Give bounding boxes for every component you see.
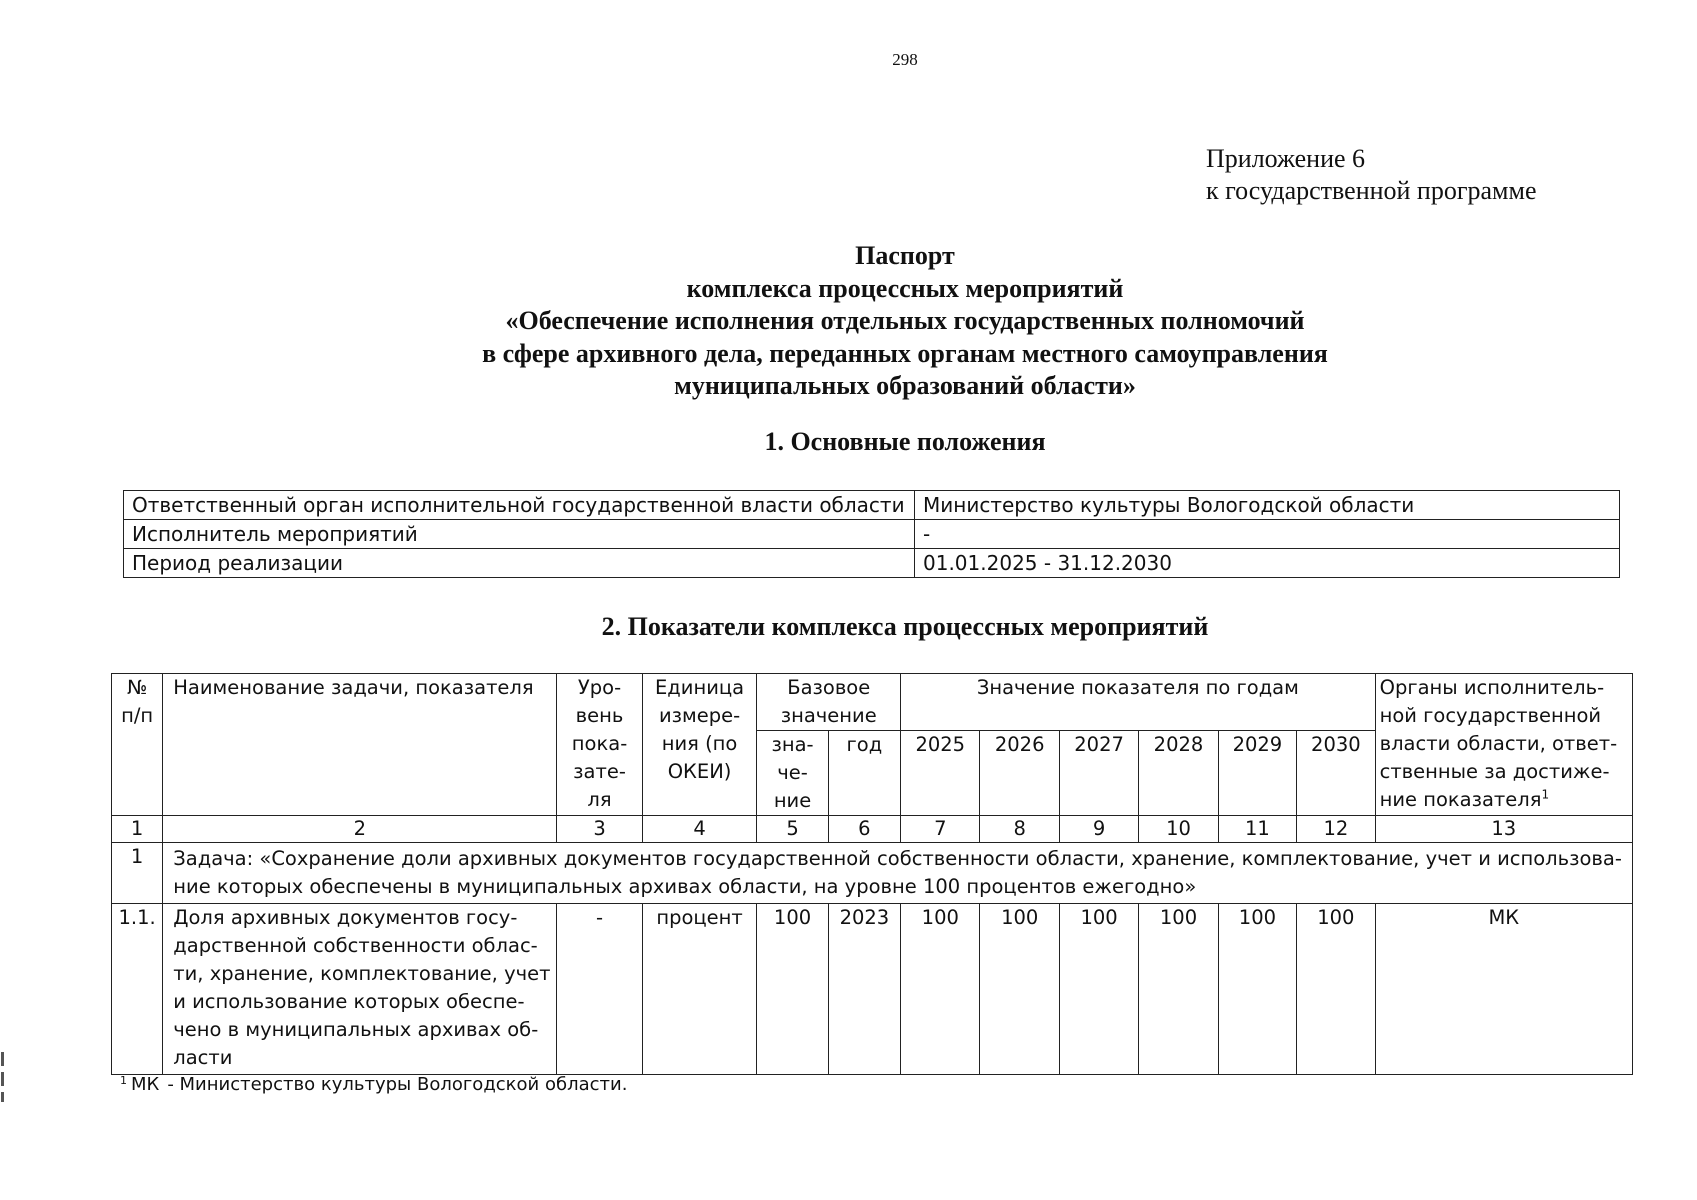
title-line-1: Паспорт	[855, 241, 955, 270]
header-name: Наименование задачи, показателя	[163, 674, 557, 816]
header-year-2026: 2026	[980, 731, 1059, 816]
appendix-note	[1206, 143, 1537, 207]
scan-edge-mark	[1, 1072, 4, 1086]
header-year-2030: 2030	[1297, 731, 1375, 816]
page-number: 298	[892, 50, 918, 69]
provision-label: Ответственный орган исполнительной государственной власти области	[124, 491, 915, 520]
provision-value: 01.01.2025 - 31.12.2030	[915, 549, 1620, 578]
indicator-base-value: 100	[757, 904, 828, 1075]
column-number: 12	[1297, 816, 1375, 843]
header-responsible-text: Органы исполнитель-ной государственной власти области, ответ-ственные за достиже-ние показателя	[1379, 676, 1618, 811]
indicator-responsible: МК	[1375, 904, 1632, 1075]
scan-edge-mark	[1, 1092, 4, 1102]
table-row	[124, 491, 1620, 520]
column-number: 1	[112, 816, 163, 843]
indicator-value-2029: 100	[1218, 904, 1296, 1075]
indicator-value-2030: 100	[1297, 904, 1375, 1075]
header-row	[112, 674, 1633, 731]
section-2-title: 2. Показатели комплекса процессных мероприятий	[601, 612, 1209, 641]
header-base-value: зна-че-ние	[757, 731, 828, 816]
header-base: Базовое значение	[757, 674, 901, 731]
header-year-2025: 2025	[901, 731, 980, 816]
indicator-name: Доля архивных документов госу-дарственной собственности облас-ти, хранение, комплектование, учет и использование которых обеспе-чено в муниципальных архивах об-ласти	[163, 904, 557, 1075]
header-year-2029: 2029	[1218, 731, 1296, 816]
column-number: 6	[828, 816, 900, 843]
column-number: 5	[757, 816, 828, 843]
column-number: 2	[163, 816, 557, 843]
footnote-text: - Министерство культуры Вологодской области.	[167, 1074, 628, 1095]
indicator-value-2028: 100	[1139, 904, 1218, 1075]
indicator-unit: процент	[642, 904, 757, 1075]
provision-label: Исполнитель мероприятий	[124, 520, 915, 549]
indicator-value-2027: 100	[1059, 904, 1138, 1075]
header-level: Уро-вень пока-зате-ля	[557, 674, 642, 816]
provision-value: Министерство культуры Вологодской области	[915, 491, 1620, 520]
column-number: 9	[1059, 816, 1138, 843]
task-row	[112, 843, 1633, 904]
header-num: № п/п	[112, 674, 163, 816]
indicators-table	[111, 673, 1633, 1075]
title-line-4: в сфере архивного дела, переданных органам местного самоуправления	[482, 338, 1328, 368]
main-provisions-table	[123, 490, 1620, 578]
header-responsible	[1375, 674, 1632, 816]
indicator-num: 1.1.	[112, 904, 163, 1075]
column-number: 13	[1375, 816, 1632, 843]
task-num: 1	[112, 843, 163, 904]
title-line-3: «Обеспечение исполнения отдельных государственных полномочий	[505, 306, 1305, 335]
indicator-value-2026: 100	[980, 904, 1059, 1075]
footnote	[120, 1074, 627, 1095]
column-number: 4	[642, 816, 757, 843]
column-number: 3	[557, 816, 642, 843]
title-line-2: комплекса процессных мероприятий	[686, 273, 1124, 303]
indicator-row	[112, 904, 1633, 1075]
appendix-line-1: Приложение 6	[1206, 144, 1366, 173]
header-base-year: год	[828, 731, 900, 816]
appendix-line-2: к государственной программе	[1206, 176, 1537, 205]
provision-value: -	[915, 520, 1620, 549]
column-number: 8	[980, 816, 1059, 843]
provision-label: Период реализации	[124, 549, 915, 578]
column-number: 10	[1139, 816, 1218, 843]
indicator-base-year: 2023	[828, 904, 900, 1075]
document-title	[0, 240, 1697, 403]
header-year-2028: 2028	[1139, 731, 1218, 816]
indicator-value-2025: 100	[901, 904, 980, 1075]
column-number: 7	[901, 816, 980, 843]
header-year-2027: 2027	[1059, 731, 1138, 816]
table-row	[124, 549, 1620, 578]
header-by-years: Значение показателя по годам	[901, 674, 1376, 731]
header-unit: Единица измере-ния (по ОКЕИ)	[642, 674, 757, 816]
column-number: 11	[1218, 816, 1296, 843]
section-1-title: 1. Основные положения	[764, 427, 1046, 456]
footnote-ref: 1	[1541, 787, 1550, 802]
footnote-abbr: МК	[131, 1074, 160, 1095]
indicator-level: -	[557, 904, 642, 1075]
footnote-mark: 1	[120, 1074, 127, 1087]
column-number-row	[112, 816, 1633, 843]
scan-edge-mark	[1, 1052, 4, 1066]
task-text: Задача: «Сохранение доли архивных документов государственной собственности области, хранение, комплектование, учет и использова-ние которых обеспечены в муниципальных архивах области, на уровне 100 процентов ежегодно»	[163, 843, 1633, 904]
table-row	[124, 520, 1620, 549]
title-line-5: муниципальных образований области»	[674, 371, 1136, 400]
